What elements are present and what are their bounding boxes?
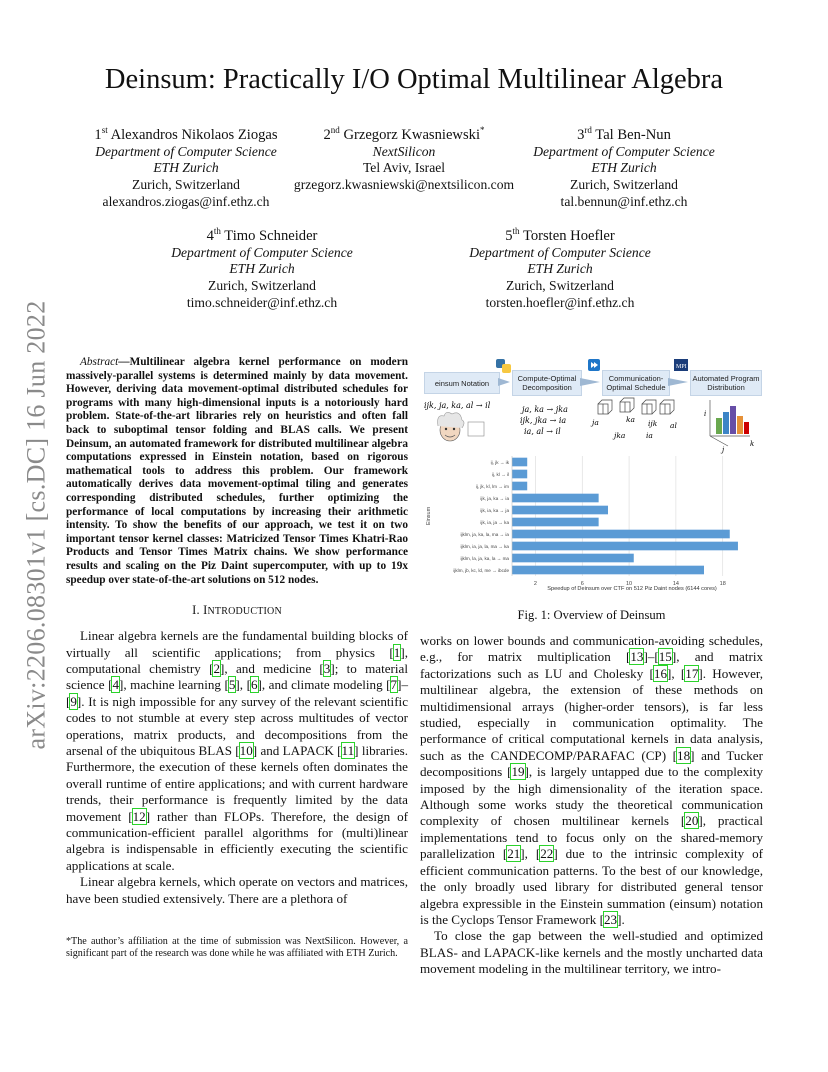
citation-link[interactable]: [15] <box>654 649 677 665</box>
author-email: alexandros.ziogas@inf.ethz.ch <box>102 194 270 210</box>
citation-link[interactable]: [19] <box>507 764 529 780</box>
author-block-4 <box>150 223 374 312</box>
pipeline-graphics <box>420 356 763 456</box>
abstract <box>66 356 408 587</box>
citation-link[interactable]: [4] <box>108 677 124 693</box>
dace-logo-icon <box>588 359 600 371</box>
author-block-1 <box>70 122 302 211</box>
category-label: ij, jk → ik <box>490 459 509 465</box>
dist-axis-label: k <box>750 440 755 448</box>
decomp-line: ja, ka → jka <box>522 405 568 414</box>
x-tick-label: 10 <box>626 581 633 587</box>
citation-link[interactable]: [6] <box>246 677 262 693</box>
figure-1 <box>420 356 763 600</box>
category-label: ijk, ja, ka → ia <box>480 495 509 501</box>
bar <box>512 482 527 491</box>
section-title: INTRODUCTION <box>203 603 282 618</box>
schedule-grid-icon <box>598 398 674 414</box>
decomp-line: ijk, jka → ia <box>520 416 567 425</box>
arrow-icon <box>668 378 688 386</box>
author-location: Zurich, Switzerland <box>570 177 678 193</box>
bar <box>512 494 599 503</box>
paragraph: works on lower bounds and communication-avoiding schedules, e.g., for matrix multiplication [13]–[15], and matrix factorizations such as LU and Cholesky [16], [17]. However, multilinear algebra, the extension of these methods on multidimensional arrays (higher-order tensors), is far less studied, especially in communication optimality. The performance of critical computational kernels in data analysis, such as the CANDECOMP/PARAFAC (CP) [18] and Tucker decompositions [19], is largely untapped due to the complexity imposed by the high dimensionality of the iteration space. Although some works study the theoretical communication complexity of chosen multilinear kernels [20], practical implementations tend to focus only on the shared-memory parallelization [21], [22] due to the intrinsic complexity of efficient communication patterns. To the best of our knowledge, the only broadly used library for distributed general tensor algebra expressible in the Einstein summation (einsum) notation is the Cyclops Tensor Framework [23]. <box>420 633 764 927</box>
author-block-2 <box>286 122 522 194</box>
author-affiliation: Department of Computer Science <box>533 143 715 159</box>
author-email: timo.schneider@inf.ethz.ch <box>186 295 338 311</box>
abstract-label: Abstract <box>80 356 119 368</box>
citation-link[interactable]: [7] <box>386 677 402 693</box>
schedule-label: ja <box>592 418 599 427</box>
footnote: *The author’s affiliation at the time of submission was NextSilicon. However, a significant part of the research was done while he was affiliated with ETH Zurich. <box>66 936 408 960</box>
right-column <box>420 356 763 978</box>
citation-link[interactable]: [9] <box>66 693 82 709</box>
einsum-expression: ijk, ja, ka, al → il <box>424 401 491 410</box>
citation-link[interactable]: [2] <box>209 660 225 676</box>
citation-link[interactable]: [16] <box>649 665 672 681</box>
citation-link[interactable]: [22] <box>535 846 558 862</box>
category-label: ijklm, la, ja, ka, la → ma <box>460 555 509 561</box>
speedup-bar-chart <box>420 452 763 596</box>
bar <box>512 470 527 479</box>
stage-einsum-notation: einsum Notation <box>424 372 500 394</box>
x-tick-label: 2 <box>533 581 537 587</box>
intro-paragraphs <box>66 628 408 907</box>
category-label: ijklm, jb, kc, ld, me → ibcde <box>453 567 509 573</box>
category-label: ij, kl → il <box>491 471 509 477</box>
citation-link[interactable]: [20] <box>680 813 703 829</box>
decomp-line: ia, al → il <box>524 427 561 436</box>
citation-link[interactable]: [13] <box>625 649 648 665</box>
author-affiliation: Department of Computer Science <box>469 244 651 260</box>
category-label: ijk, ia, ka → ja <box>480 507 509 513</box>
bar <box>512 566 704 575</box>
citation-link[interactable]: [21] <box>502 846 525 862</box>
citation-link[interactable]: [1] <box>389 644 405 660</box>
einstein-cartoon-icon <box>438 412 484 441</box>
author-affiliation: Department of Computer Science <box>171 244 353 260</box>
author-name: 3rd Tal Ben-Nun <box>577 125 671 143</box>
citation-link[interactable]: [11] <box>337 742 359 758</box>
distribution-3d-icon <box>710 400 750 446</box>
citation-link[interactable]: [23] <box>599 911 622 927</box>
author-institution: ETH Zurich <box>229 261 295 277</box>
stage-communication-optimal: Communication-Optimal Schedule <box>602 370 670 396</box>
author-location: Zurich, Switzerland <box>132 177 240 193</box>
author-name: 4th Timo Schneider <box>206 226 318 244</box>
schedule-label: ia <box>646 431 653 440</box>
schedule-label: ka <box>626 415 636 424</box>
mpi-logo-icon <box>674 359 688 371</box>
schedule-label: al <box>670 421 677 430</box>
paragraph: Linear algebra kernels are the fundamental building blocks of virtually all scientific applications; from physics [1], computational chemistry [2], and medicine [3]; to material science [4], machine learning [5], [6], and climate modeling [7]–[9]. It is nigh impossible for any survey of the relevant scientific codes to not stumble at every step across multitudes of vector operations, matrix products, and decompositions from the arsenal of the ubiquitous BLAS [10] and LAPACK [11] libraries. Furthermore, the execution of these kernels often dominates the overall runtime of entire applications; and with current hardware trends, their performance is frequently limited by the data movement [12] rather than FLOPs. Therefore, the design of communication-efficient parallel algorithms for (multi)linear algebra is indispensable in efficiently executing the scientific applications at scale. <box>66 628 408 873</box>
bar <box>512 554 634 563</box>
x-axis-label: Speedup of Deinsum over CTF on 512 Piz Daint nodes (6144 cores) <box>547 586 717 592</box>
paper-title: Deinsum: Practically I/O Optimal Multilinear Algebra <box>104 64 724 95</box>
author-email: torsten.hoefler@inf.ethz.ch <box>485 295 635 311</box>
y-axis-label: Einsum <box>426 506 432 526</box>
stage-program-distribution: Automated Program Distribution <box>690 370 762 396</box>
author-block-3 <box>516 122 732 211</box>
author-affiliation: Department of Computer Science <box>95 143 277 159</box>
schedule-label: jka <box>614 431 626 440</box>
author-institution: ETH Zurich <box>591 160 657 176</box>
author-block-5 <box>454 223 666 312</box>
category-label: ijklm, ia, ja, la, ma → ka <box>460 543 509 549</box>
author-institution: ETH Zurich <box>527 261 593 277</box>
paragraph: To close the gap between the well-studied and optimized BLAS- and LAPACK-like kernels and the mostly uncharted data movement modeling in the multilinear territory, we intro- <box>420 928 763 977</box>
section-heading <box>66 603 408 618</box>
bar <box>512 458 527 467</box>
abstract-dash: — <box>118 356 130 368</box>
x-tick-label: 14 <box>672 581 679 587</box>
python-logo-icon <box>496 359 511 373</box>
bar <box>512 506 608 515</box>
author-location: Zurich, Switzerland <box>506 278 614 294</box>
category-label: ijk, ia, ja → ka <box>480 519 509 525</box>
author-institution: ETH Zurich <box>153 160 219 176</box>
x-tick-label: 6 <box>580 581 584 587</box>
schedule-label: ijk <box>648 419 658 428</box>
category-label: ijklm, ja, ka, la, ma → ia <box>460 531 509 537</box>
right-paragraphs <box>420 633 763 978</box>
paragraph: Linear algebra kernels, which operate on vectors and matrices, have been studied extensively. There are a plethora of <box>66 874 408 906</box>
author-name: 5th Torsten Hoefler <box>505 226 615 244</box>
category-label: ij, jk, kl, lm → im <box>475 483 509 489</box>
citation-link[interactable]: [5] <box>224 677 240 693</box>
author-name: 1st Alexandros Nikolaos Ziogas <box>94 125 278 143</box>
dist-axis-label: i <box>704 410 707 418</box>
author-location: Zurich, Switzerland <box>208 278 316 294</box>
arxiv-identifier-text: arXiv:2206.08301v1 [cs.DC] 16 Jun 2022 <box>22 300 52 750</box>
citation-link[interactable]: [17] <box>680 665 703 681</box>
section-number: I. <box>192 603 200 618</box>
bar <box>512 518 599 527</box>
dist-axis-label: j <box>722 446 725 454</box>
author-affiliation: NextSilicon <box>372 143 436 159</box>
x-tick-label: 18 <box>719 581 726 587</box>
citation-link[interactable]: [12] <box>128 808 151 824</box>
author-institution: Tel Aviv, Israel <box>362 160 446 176</box>
citation-link[interactable]: [18] <box>672 747 695 763</box>
figure-caption: Fig. 1: Overview of Deinsum <box>517 608 666 622</box>
author-name: 2nd Grzegorz Kwasniewski* <box>323 125 485 143</box>
bar <box>512 530 730 539</box>
left-column <box>66 356 408 907</box>
arrow-icon <box>498 378 510 386</box>
author-email: tal.bennun@inf.ethz.ch <box>560 194 688 210</box>
bar <box>512 542 738 551</box>
author-email: grzegorz.kwasniewski@nextsilicon.com <box>293 177 515 193</box>
citation-link[interactable]: [10] <box>235 742 258 758</box>
mpi-label: MPI <box>676 364 687 370</box>
abstract-text: Multilinear algebra kernel performance on modern massively-parallel systems is determined mainly by data movement. However, deriving data movement-optimal distributed schedules for programs with many high-dimensional inputs is a notoriously hard problem. State-of-the-art libraries rely on heuristics and often fall back to suboptimal tensor folding and BLAS calls. We present Deinsum, an automated framework for distributed multilinear algebra computations expressed in Einstein notation, based on rigorous mathematical tools to address this problem. Our framework automatically derives data movement-optimal tiling and generates corresponding distributed schedules, further optimizing the performance of local computations by increasing their arithmetic intensity. To show the benefits of our approach, we test it on two important tensor kernel classes: Matricized Tensor Times Khatri-Rao Products and Tensor Times Matrix chains. We show performance results and scaling on the Piz Daint supercomputer, with up to 19x speedup over state-of-the-art solutions on 512 nodes. <box>66 356 408 586</box>
arrow-icon <box>580 378 600 386</box>
arxiv-identifier <box>22 290 52 760</box>
citation-link[interactable]: [3] <box>319 660 335 676</box>
stage-compute-optimal: Compute-Optimal Decomposition <box>512 370 582 396</box>
